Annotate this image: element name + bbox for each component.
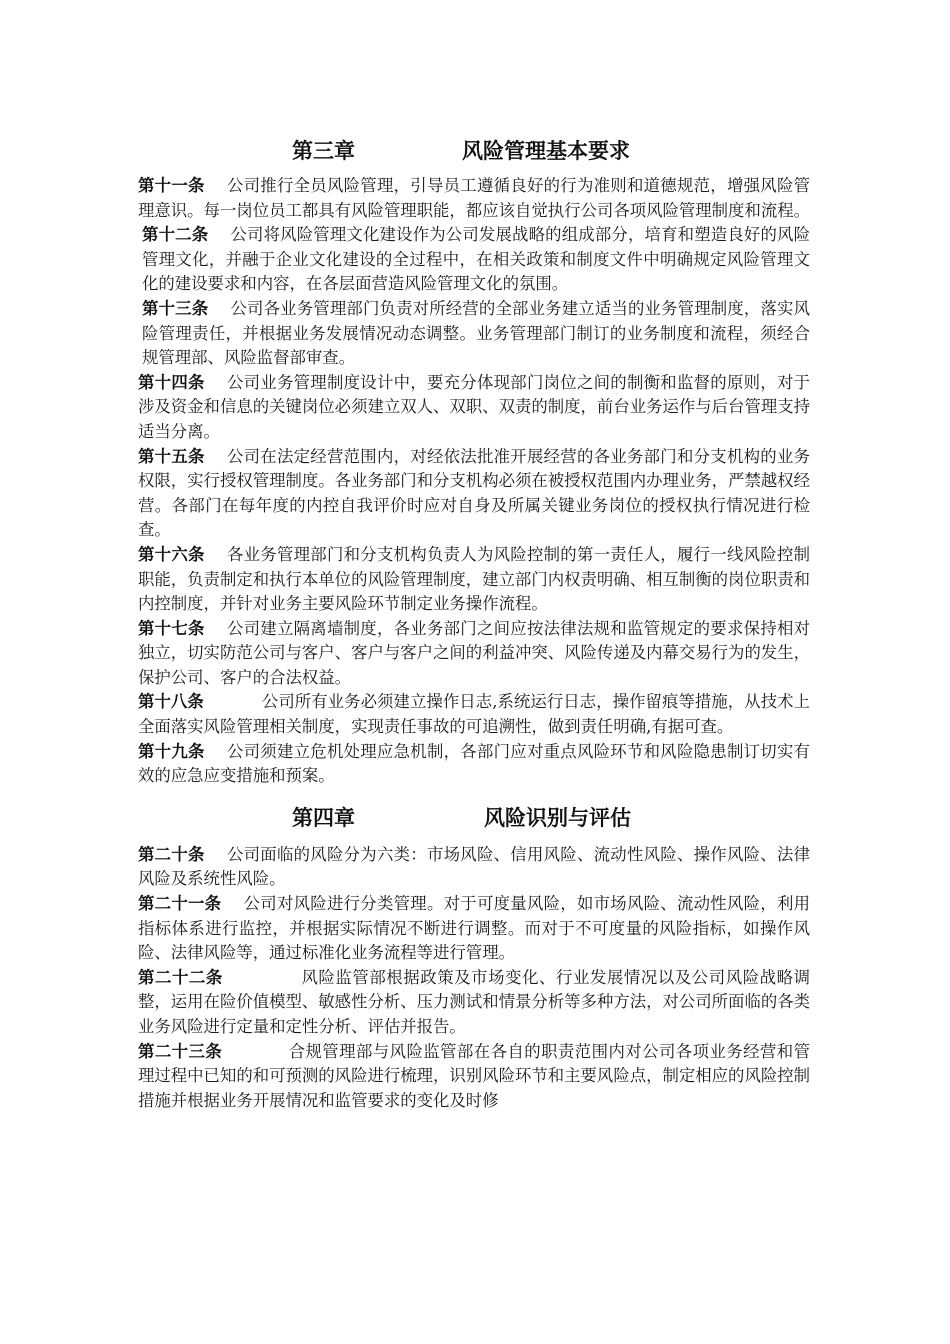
article-15 xyxy=(138,445,810,543)
article-14 xyxy=(138,371,810,445)
chapter-4-title: 风险识别与评估 xyxy=(484,805,631,830)
article-23 xyxy=(138,1040,810,1114)
chapter-4-number: 第四章 xyxy=(292,805,355,830)
article-label: 第十二条 xyxy=(142,225,209,245)
article-label: 第二十二条 xyxy=(138,967,223,987)
article-17 xyxy=(138,617,810,691)
article-label: 第十八条 xyxy=(138,692,204,712)
article-20 xyxy=(138,843,810,892)
article-label: 第十六条 xyxy=(138,544,205,564)
article-22 xyxy=(138,966,810,1040)
article-text: 公司在法定经营范围内，对经依法批准开展经营的各业务部门和分支机构的业务权限，实行授权管理制度。各业务部门和分支机构必须在被授权范围内办理业务，严禁越权经营。各部门在每年度的内控自我评价时应对自身及所属关键业务岗位的授权执行情况进行检查。 xyxy=(138,446,811,540)
article-11 xyxy=(138,174,810,223)
article-text: 公司将风险管理文化建设作为公司发展战略的组成部分，培育和塑造良好的风险管理文化，并融于企业文化建设的全过程中，在相关政策和制度文件中明确规定风险管理文化的建设要求和内容，在各层面营造风险管理文化的氛围。 xyxy=(142,225,811,294)
article-16 xyxy=(138,543,810,617)
article-text: 公司须建立危机处理应急机制，各部门应对重点风险环节和风险隐患制订切实有效的应急应变措施和预案。 xyxy=(138,741,811,786)
article-text: 公司建立隔离墙制度，各业务部门之间应按法律法规和监管规定的要求保持相对独立，切实防范公司与客户、客户与客户之间的利益冲突、风险传递及内幕交易行为的发生，保护公司、客户的合法权益。 xyxy=(138,618,811,687)
chapter-3-title: 风险管理基本要求 xyxy=(462,139,630,163)
article-label: 第十五条 xyxy=(138,446,205,466)
article-13 xyxy=(138,297,810,371)
article-label: 第二十一条 xyxy=(138,894,222,914)
article-12 xyxy=(138,223,810,297)
article-label: 第十四条 xyxy=(138,372,205,392)
chapter-3-heading xyxy=(138,136,810,166)
article-text: 各业务管理部门和分支机构负责人为风险控制的第一责任人，履行一线风险控制职能，负责制定和执行本单位的风险管理制度，建立部门内权责明确、相互制衡的岗位职责和内控制度，并针对业务主要风险环节制定业务操作流程。 xyxy=(138,544,811,614)
chapter-3-number: 第三章 xyxy=(292,139,355,163)
article-label: 第二十条 xyxy=(138,844,205,864)
document-page xyxy=(138,0,810,1113)
article-text: 合规管理部与风险监管部在各自的职责范围内对公司各项业务经营和管理过程中已知的和可预测的风险进行梳理，识别风险环节和主要风险点，制定相应的风险控制措施并根据业务开展情况和监管要求的变化及时修 xyxy=(138,1041,811,1110)
article-21 xyxy=(138,892,810,966)
article-18 xyxy=(138,690,810,739)
article-text: 风险监管部根据政策及市场变化、行业发展情况以及公司风险战略调整，运用在险价值模型、敏感性分析、压力测试和情景分析等多种方法，对公司所面临的各类业务风险进行定量和定性分析、评估并报告。 xyxy=(138,967,811,1036)
article-label: 第十七条 xyxy=(138,618,205,638)
article-label: 第十九条 xyxy=(138,741,205,761)
article-19 xyxy=(138,740,810,789)
article-text: 公司对风险进行分类管理。对于可度量风险，如市场风险、流动性风险，利用指标体系进行监控，并根据实际情况不断进行调整。而对于不可度量的风险指标，如操作风险、法律风险等，通过标准化业务流程等进行管理。 xyxy=(138,894,811,963)
article-label: 第二十三条 xyxy=(138,1041,223,1061)
article-text: 公司推行全员风险管理，引导员工遵循良好的行为准则和道德规范，增强风险管理意识。每一岗位员工都具有风险管理职能，都应该自觉执行公司各项风险管理制度和流程。 xyxy=(138,176,811,220)
article-label: 第十一条 xyxy=(138,176,205,195)
article-text: 公司面临的风险分为六类：市场风险、信用风险、流动性风险、操作风险、法律风险及系统性风险。 xyxy=(138,844,811,889)
article-label: 第十三条 xyxy=(142,298,209,318)
article-text: 公司所有业务必须建立操作日志,系统运行日志，操作留痕等措施，从技术上全面落实风险管理相关制度，实现责任事故的可追溯性，做到责任明确,有据可查。 xyxy=(138,692,810,737)
article-text: 公司各业务管理部门负责对所经营的全部业务建立适当的业务管理制度，落实风险管理责任，并根据业务发展情况动态调整。业务管理部门制订的业务制度和流程，须经合规管理部、风险监督部审查。 xyxy=(142,298,811,368)
chapter-4-heading xyxy=(138,803,810,833)
article-text: 公司业务管理制度设计中，要充分体现部门岗位之间的制衡和监督的原则，对于涉及资金和信息的关键岗位必须建立双人、双职、双责的制度，前台业务运作与后台管理支持适当分离。 xyxy=(138,372,811,441)
